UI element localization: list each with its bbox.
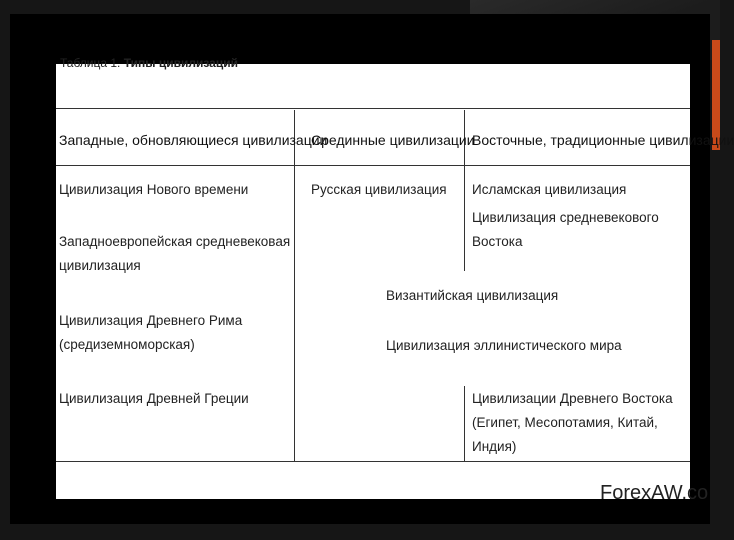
column-divider-1	[294, 110, 295, 461]
header-bottom-rule	[56, 165, 690, 166]
east-item-line: (Египет, Месопотамия, Китай, Индия)	[472, 415, 658, 454]
shared-item-byzantine	[386, 284, 558, 308]
column-divider-2-lower	[464, 386, 465, 461]
header-east: Восточные, традиционные цивилизации	[472, 132, 734, 148]
west-item-modern	[59, 178, 248, 202]
header-west: Западные, обновляющиеся цивилизации	[59, 132, 328, 148]
table-bottom-rule	[56, 461, 690, 462]
east-item-line: Цивилизации Древнего Востока	[472, 391, 673, 406]
west-item-line: Западноевропейская средневековая	[59, 234, 291, 249]
middle-item-line: Русская цивилизация	[311, 182, 447, 197]
west-item-line: (средиземноморская)	[59, 337, 195, 352]
table-caption	[60, 56, 238, 70]
caption-title: Типы цивилизаций	[123, 56, 238, 70]
east-item-islamic	[472, 178, 626, 202]
west-item-greece	[59, 387, 249, 411]
west-item-medieval	[59, 230, 290, 278]
shared-item-line: Цивилизация эллинистического мира	[386, 338, 622, 353]
west-item-line: Цивилизация Древнего Рима	[59, 313, 243, 328]
slide-frame	[10, 14, 734, 524]
east-item-ancient	[472, 387, 690, 459]
east-item-line: Цивилизация средневекового Востока	[472, 210, 659, 249]
west-item-line: Цивилизация Нового времени	[59, 182, 249, 197]
west-item-line: Цивилизация Древней Греции	[59, 391, 249, 406]
middle-item-russian	[311, 178, 447, 202]
shared-item-hellenistic	[386, 334, 622, 358]
east-item-line: Исламская цивилизация	[472, 182, 627, 197]
header-top-rule	[56, 108, 690, 109]
shared-item-line: Византийская цивилизация	[386, 288, 559, 303]
header-middle: Срединные цивилизации	[311, 132, 475, 148]
west-item-line: цивилизация	[59, 258, 141, 273]
west-item-rome	[59, 309, 242, 357]
caption-prefix: Таблица 1.	[60, 56, 121, 70]
table-image	[56, 56, 734, 504]
east-item-medieval-east	[472, 206, 690, 254]
watermark: ForexAW.co	[600, 482, 709, 504]
